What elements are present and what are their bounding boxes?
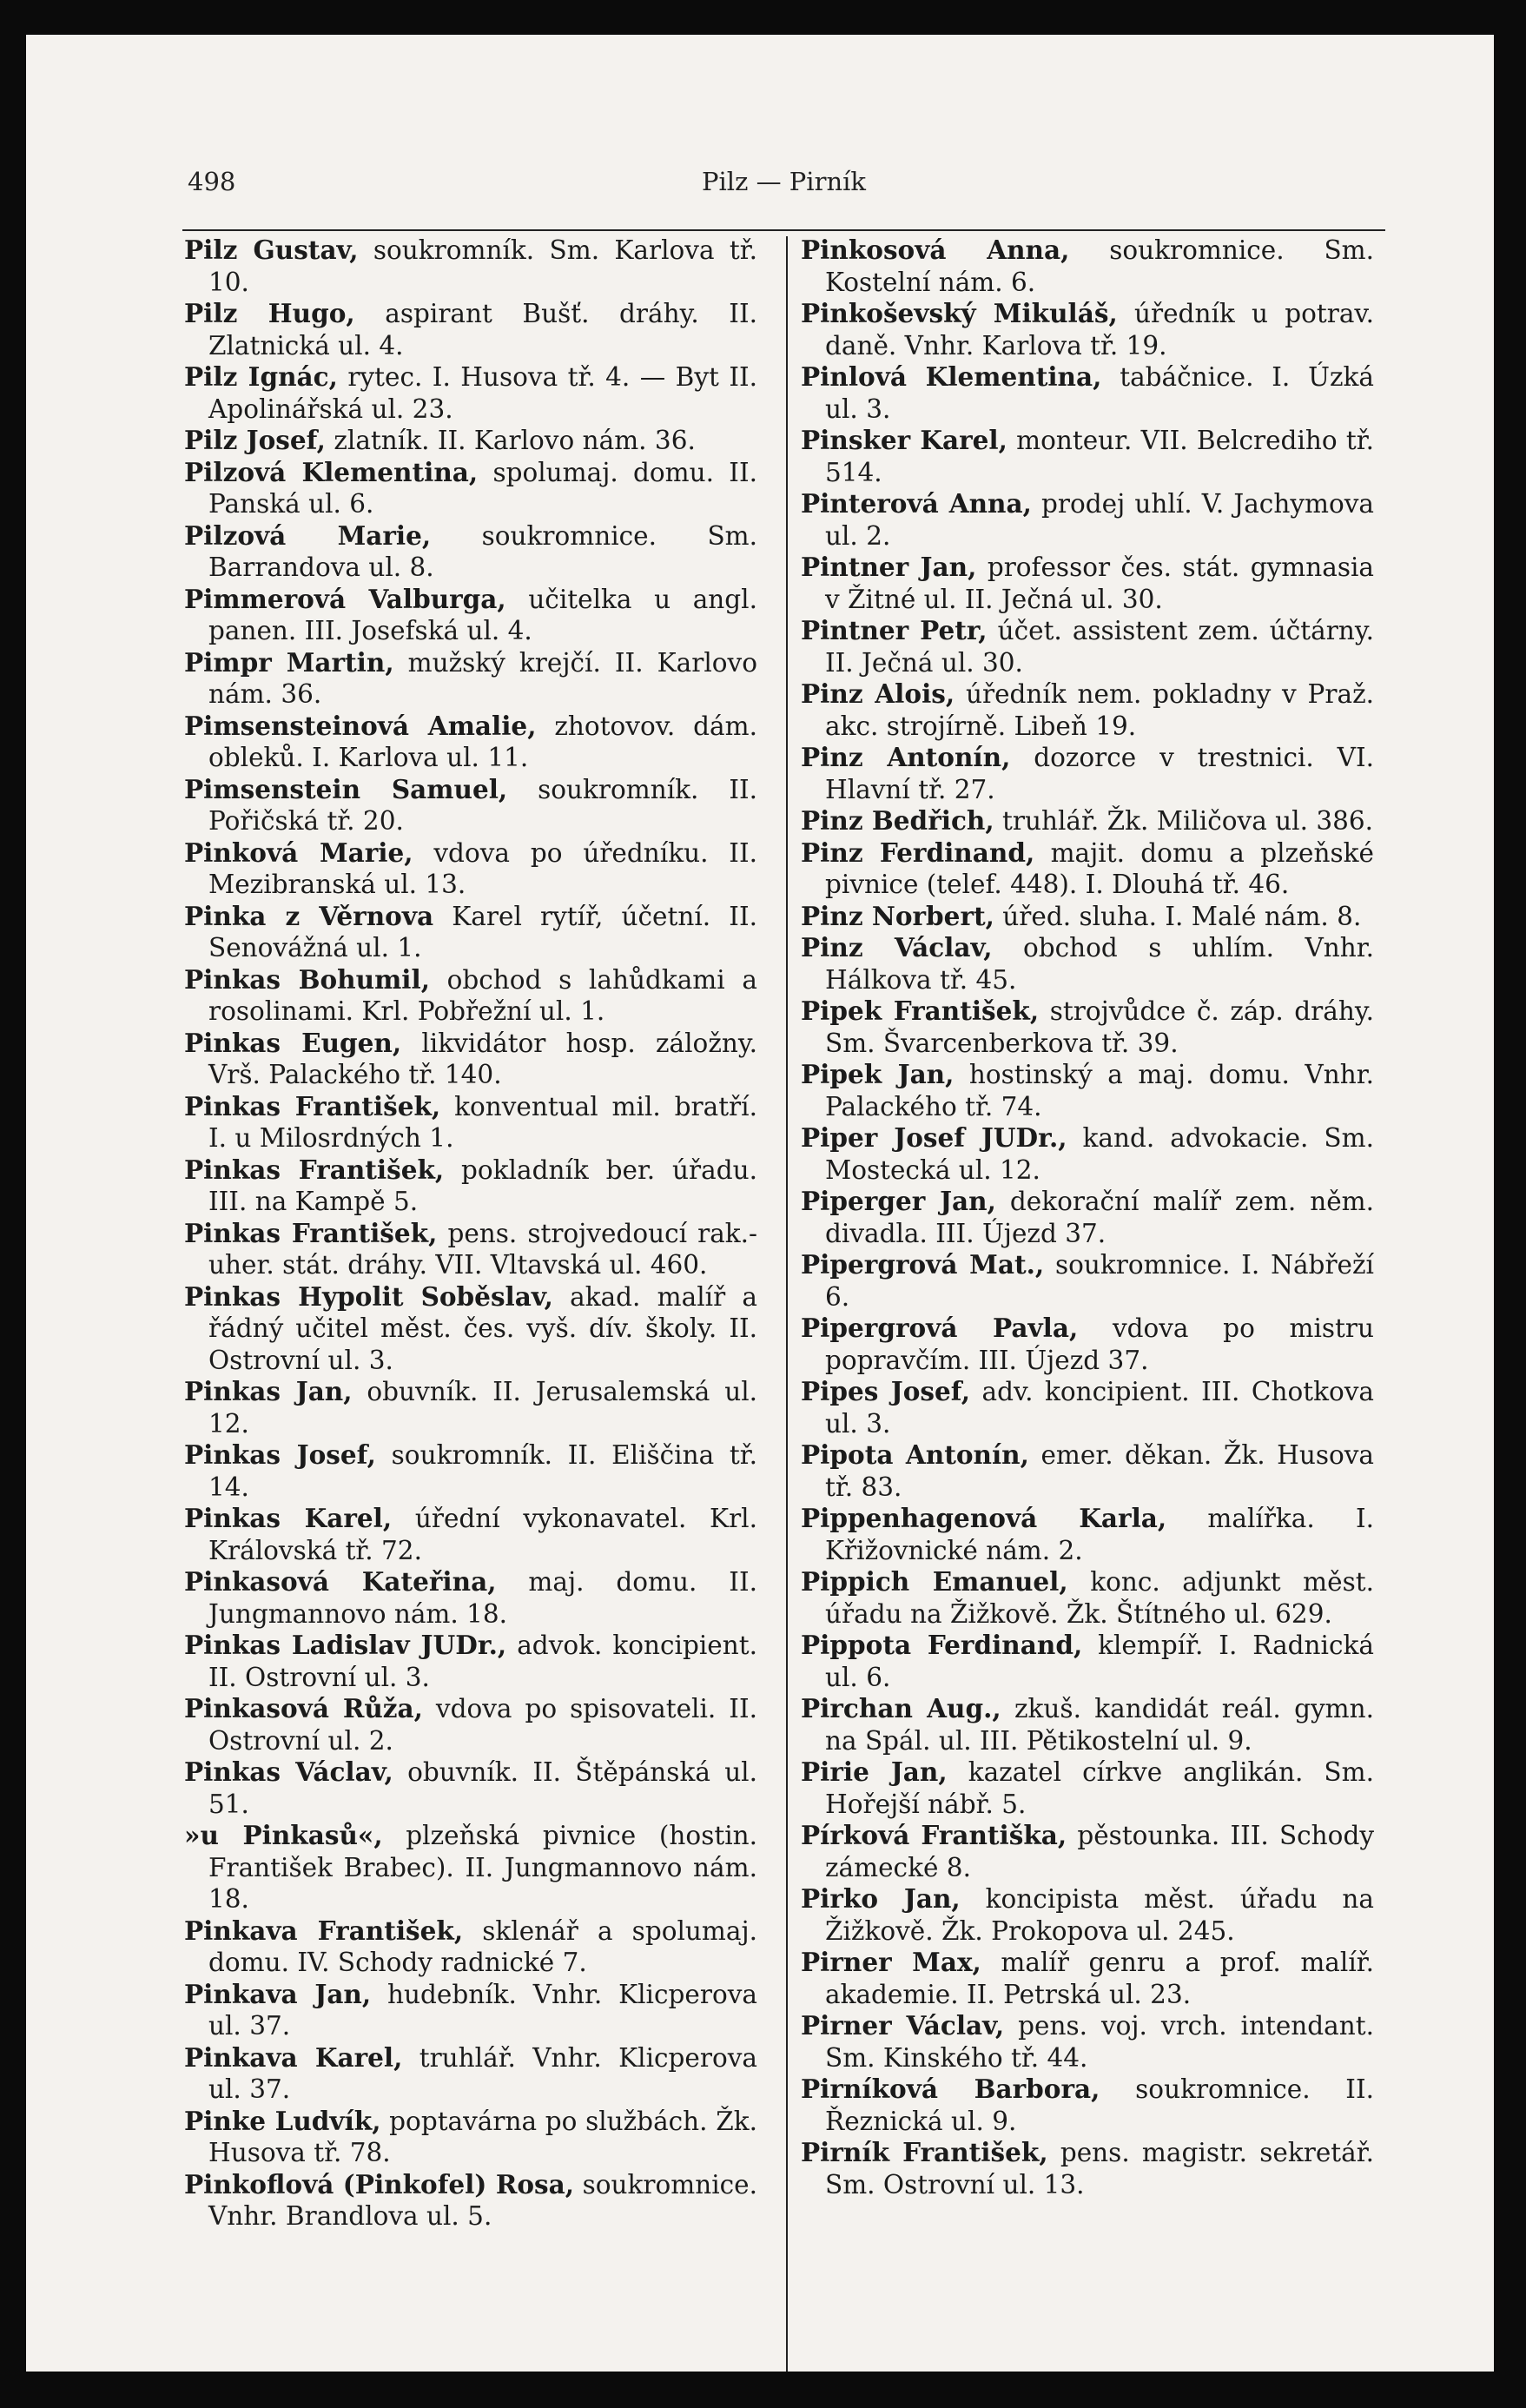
entry-name: Pinz Antonín, [801,742,1011,772]
entry-name: Pinkas Bohumil, [184,963,430,995]
running-title: Pilz — Pirník [702,167,866,196]
entry-name: Pinkas František, [184,1217,438,1248]
directory-entry [184,901,757,964]
entry-detail: truhlář. Žk. Miličova ul. 386. [1002,806,1374,836]
entry-detail: pěstounka. III. Schody zámecké 8. [825,1821,1374,1882]
directory-entry [184,1281,757,1377]
directory-entry [184,1028,757,1091]
entry-name: Pipota Antonín, [801,1439,1029,1470]
entry-detail: zkuš. kandidát reál. gymn. na Spál. ul. III. Pětikostelní ul. 9. [825,1694,1374,1756]
directory-entry [801,1376,1374,1439]
directory-entry [801,1820,1374,1883]
directory-entry [184,1376,757,1439]
entry-name: Pinsker Karel, [801,425,1007,455]
entry-name: Pirko Jan, [801,1883,961,1914]
directory-entry [801,1693,1374,1756]
entry-detail: obchod s lahůdkami a rosolinami. Krl. Pobřežní ul. 1. [208,964,757,1026]
entry-detail: úředník nem. pokladny v Praž. akc. strojírně. Libeň 19. [825,679,1374,741]
entry-detail: zhotovov. dám. obleků. I. Karlova ul. 11. [208,711,757,772]
entry-detail: rytec. I. Husova tř. 4. — Byt II. Apolinářská ul. 23. [208,362,757,424]
column-divider [786,236,788,2372]
entry-name: Pinkas Ladislav JUDr., [184,1630,507,1660]
entry-name: Pirník František, [801,2137,1048,2167]
entry-name: Pippich Emanuel, [801,1566,1068,1597]
entry-detail: strojvůdce č. záp. dráhy. Sm. Švarcenberkova tř. 39. [825,996,1374,1058]
entry-name: Pimmerová Valburga, [184,583,506,614]
entry-name: Pinkava František, [184,1915,464,1946]
directory-entry [801,1313,1374,1376]
page-header [182,139,1385,231]
entry-detail: advok. koncipient. II. Ostrovní ul. 3. [208,1631,757,1692]
entry-name: Pinkoševský Mikuláš, [801,298,1118,328]
directory-entry [801,1439,1374,1503]
entry-name: Pintner Jan, [801,552,977,582]
directory-entry [184,837,757,901]
entry-name: Pipes Josef, [801,1376,971,1406]
directory-entry [184,711,757,774]
directory-entry [801,837,1374,901]
entry-name: Pipergrová Pavla, [801,1313,1079,1343]
directory-entry [184,1693,757,1756]
entry-name: Pinz Ferdinand, [801,837,1035,868]
entry-name: Pinkoflová (Pinkofel) Rosa, [184,2168,574,2200]
entry-name: Pinkas František, [184,1090,441,1121]
entry-detail: poptavárna po službách. Žk. Husova tř. 78. [208,2106,757,2167]
entry-name: Pimsenstein Samuel, [184,773,508,804]
entry-detail: soukromník. Sm. Karlova tř. 10. [208,235,757,297]
directory-entry [801,805,1374,837]
entry-name: Pirie Jan, [801,1756,948,1787]
directory-entry [184,298,757,361]
directory-entry [184,457,757,520]
entry-name: Pipek Jan, [801,1059,955,1089]
directory-entry [184,774,757,837]
entry-name: Pinkas Hypolit Soběslav, [184,1280,553,1312]
entry-detail: pokladník ber. úřadu. III. na Kampě 5. [208,1154,757,1216]
entry-detail: likvidátor hosp. záložny. Vrš. Palackého tř. 140. [208,1028,757,1089]
entry-detail: mužský krejčí. II. Karlovo nám. 36. [208,647,757,709]
entry-name: Pinz Bedřich, [801,805,994,836]
entry-detail: soukromnice. I. Nábřeží 6. [825,1250,1374,1312]
entry-name: Piper Josef JUDr., [801,1122,1067,1153]
directory-entry [801,678,1374,742]
entry-name: Pintner Petr, [801,615,988,645]
directory-entry [801,361,1374,425]
entry-detail: soukromnice. II. Řeznická ul. 9. [825,2074,1374,2136]
entry-name: Pinz Václav, [801,932,993,963]
directory-entry [184,1091,757,1154]
entry-name: Pinkava Jan, [184,1978,372,2009]
entry-detail: konc. adjunkt měst. úřadu na Žižkově. Žk. Štítného ul. 629. [825,1567,1374,1629]
entry-detail: učitelka u angl. panen. III. Josefská ul. 4. [208,584,757,645]
entry-detail: koncipista měst. úřadu na Žižkově. Žk. Prokopova ul. 245. [825,1884,1375,1946]
entry-detail: sklenář a spolumaj. domu. IV. Schody radnické 7. [208,1915,757,1977]
directory-entry [184,1979,757,2042]
directory-entry [801,932,1374,996]
directory-entry [801,615,1374,678]
directory-entry [801,1566,1374,1630]
entry-detail: konventual mil. bratří. I. u Milosrdných 1. [208,1091,757,1153]
entry-detail: vdova po mistru popravčím. III. Újezd 37. [825,1313,1375,1375]
entry-name: Pirníková Barbora, [801,2074,1100,2104]
entry-name: Pinkas Jan, [184,1376,353,1406]
entry-detail: prodej uhlí. V. Jachymova ul. 2. [825,489,1374,551]
entry-name: Pilz Hugo, [184,298,355,328]
page-number: 498 [188,167,236,196]
directory-entry [801,1186,1374,1249]
left-column [184,235,757,2233]
entry-name: Pilz Ignác, [184,361,338,392]
entry-name: Pinlová Klementina, [801,361,1102,392]
directory-entry [184,1503,757,1566]
entry-detail: plzeňská pivnice (hostin. František Brabec). II. Jungmannovo nám. 18. [208,1821,757,1914]
entry-name: Pimsensteinová Amalie, [184,710,537,741]
entry-detail: soukromník. II. Pořičská tř. 20. [208,774,758,836]
entry-name: Pinkasová Kateřina, [184,1566,497,1597]
directory-entry [801,1883,1374,1947]
directory-entry [184,235,757,298]
entry-name: Pinková Marie, [184,837,413,868]
directory-entry [184,2106,757,2169]
entry-detail: hostinský a maj. domu. Vnhr. Palackého tř. 74. [825,1060,1374,1121]
directory-entry [801,742,1374,805]
entry-detail: akad. malíř a řádný učitel měst. čes. vyš. dív. školy. II. Ostrovní ul. 3. [208,1281,757,1375]
entry-detail: pens. magistr. sekretář. Sm. Ostrovní ul. 13. [825,2138,1374,2200]
directory-entry [184,1566,757,1630]
entry-name: Pinka z Věrnova [184,900,434,931]
entry-name: Pimpr Martin, [184,646,394,678]
entry-name: Pinz Alois, [801,678,955,709]
entry-name: Pinkosová Anna, [801,235,1070,265]
entry-detail: maj. domu. II. Jungmannovo nám. 18. [208,1567,757,1629]
entry-detail: hudebník. Vnhr. Klicperova ul. 37. [208,1979,757,2041]
entry-name: Pinz Norbert, [801,900,994,931]
directory-entry [184,1756,757,1820]
entry-name: Pírková Františka, [801,1820,1067,1850]
entry-detail: Karel rytíř, účetní. II. Senovážná ul. 1. [208,901,757,963]
entry-name: Pipergrová Mat., [801,1249,1045,1280]
entry-detail: malířka. I. Křižovnické nám. 2. [825,1504,1374,1565]
entry-name: Pilzová Klementina, [184,456,479,487]
entry-name: Pinkas Karel, [184,1503,393,1533]
entry-detail: soukromnice. Vnhr. Brandlova ul. 5. [208,2169,757,2231]
directory-entry [801,2137,1374,2200]
directory-entry [801,1249,1374,1313]
directory-entry [801,996,1374,1059]
entry-detail: úřední vykonavatel. Krl. Královská tř. 72. [208,1504,757,1565]
directory-entry [801,425,1374,488]
directory-entry [184,1915,757,1979]
entry-detail: emer. děkan. Žk. Husova tř. 83. [825,1440,1374,1502]
entry-detail: soukromník. II. Eliščina tř. 14. [208,1440,757,1502]
directory-entry [184,964,757,1028]
directory-entry [801,552,1374,615]
directory-entry [801,1122,1374,1186]
entry-name: Pilz Josef, [184,425,326,455]
entry-name: Pipek František, [801,996,1040,1026]
entry-name: Pinkava Karel, [184,2041,403,2073]
directory-entry [801,901,1374,933]
entry-detail: pens. voj. vrch. intendant. Sm. Kinského tř. 44. [825,2011,1374,2073]
directory-page [26,35,1494,2372]
entry-detail: soukromnice. Sm. Barrandova ul. 8. [208,520,757,582]
entry-detail: soukromnice. Sm. Kostelní nám. 6. [825,235,1374,297]
entry-detail: kand. advokacie. Sm. Mostecká ul. 12. [825,1123,1374,1185]
directory-entry [801,1059,1374,1122]
entry-detail: obchod s uhlím. Vnhr. Hálkova tř. 45. [825,933,1374,995]
entry-name: Pirner Václav, [801,2010,1005,2041]
directory-entry [801,1630,1374,1693]
entry-detail: truhlář. Vnhr. Klicperova ul. 37. [208,2042,757,2104]
directory-entry [184,425,757,457]
directory-entry [801,235,1374,298]
entry-detail: kazatel církve anglikán. Sm. Hořejší nábř. 5. [825,1757,1374,1819]
entry-name: Pinkas Josef, [184,1439,376,1470]
entry-detail: malíř genru a prof. malíř. akademie. II. Petrská ul. 23. [825,1948,1374,2009]
entry-detail: úřed. sluha. I. Malé nám. 8. [1002,901,1362,931]
directory-entry [184,1630,757,1693]
entry-detail: úředník u potrav. daně. Vnhr. Karlova tř. 19. [825,299,1374,361]
entry-detail: zlatník. II. Karlovo nám. 36. [334,426,696,455]
directory-entry [184,1820,757,1915]
entry-detail: vdova po úředníku. II. Mezibranská ul. 13. [208,837,757,899]
entry-name: Pinkas Václav, [184,1756,393,1787]
directory-entry [801,1947,1374,2010]
entry-name: Pippenhagenová Karla, [801,1503,1167,1533]
entry-detail: vdova po spisovateli. II. Ostrovní ul. 2. [208,1694,757,1756]
directory-entry [801,2010,1374,2074]
directory-entry [801,1503,1374,1566]
entry-detail: klempíř. I. Radnická ul. 6. [825,1631,1374,1692]
directory-entry [184,520,757,584]
entry-name: Pinterová Anna, [801,488,1032,519]
entry-name: Pilzová Marie, [184,519,432,551]
entry-name: Pirchan Aug., [801,1693,1001,1723]
entry-detail: obuvník. II. Jerusalemská ul. 12. [208,1377,757,1439]
directory-entry [801,298,1374,361]
entry-detail: aspirant Bušť. dráhy. II. Zlatnická ul. 4. [208,299,757,361]
entry-detail: monteur. VII. Belcrediho tř. 514. [825,426,1374,487]
directory-entry [184,1439,757,1503]
entry-detail: dekorační malíř zem. něm. divadla. III. Újezd 37. [825,1187,1375,1248]
directory-entry [801,488,1374,552]
directory-entry [184,1154,757,1218]
entry-name: Pinkas František, [184,1154,445,1185]
directory-entry [184,2042,757,2106]
directory-entry [801,1756,1374,1820]
entry-name: Pippota Ferdinand, [801,1630,1083,1660]
entry-detail: professor čes. stát. gymnasia v Žitné ul. II. Ječná ul. 30. [825,552,1374,614]
entry-name: »u Pinkasů«, [184,1820,383,1850]
entry-name: Pirner Max, [801,1947,981,1977]
entry-name: Piperger Jan, [801,1186,996,1216]
entry-detail: obuvník. II. Štěpánská ul. 51. [208,1757,757,1819]
entry-name: Pinkasová Růža, [184,1693,423,1723]
directory-entry [184,2169,757,2233]
entry-detail: tabáčnice. I. Úzká ul. 3. [825,362,1374,424]
directory-entry [184,647,757,711]
entry-detail: pens. strojvedoucí rak.-uher. stát. dráhy. VII. Vltavská ul. 460. [208,1218,757,1280]
entry-name: Pilz Gustav, [184,235,359,265]
entry-detail: majit. domu a plzeňské pivnice (telef. 448). I. Dlouhá tř. 46. [825,837,1374,899]
entry-detail: účet. assistent zem. účtárny. II. Ječná ul. 30. [825,616,1374,678]
directory-entry [184,584,757,647]
right-column [801,235,1374,2200]
entry-detail: dozorce v trestnici. VI. Hlavní tř. 27. [825,743,1374,804]
directory-entry [801,2074,1374,2137]
directory-entry [184,1218,757,1281]
entry-detail: adv. koncipient. III. Chotkova ul. 3. [825,1377,1374,1439]
entry-name: Pinkas Eugen, [184,1027,402,1058]
entry-name: Pinke Ludvík, [184,2105,381,2136]
entry-detail: spolumaj. domu. II. Panská ul. 6. [208,457,757,519]
directory-entry [184,361,757,425]
